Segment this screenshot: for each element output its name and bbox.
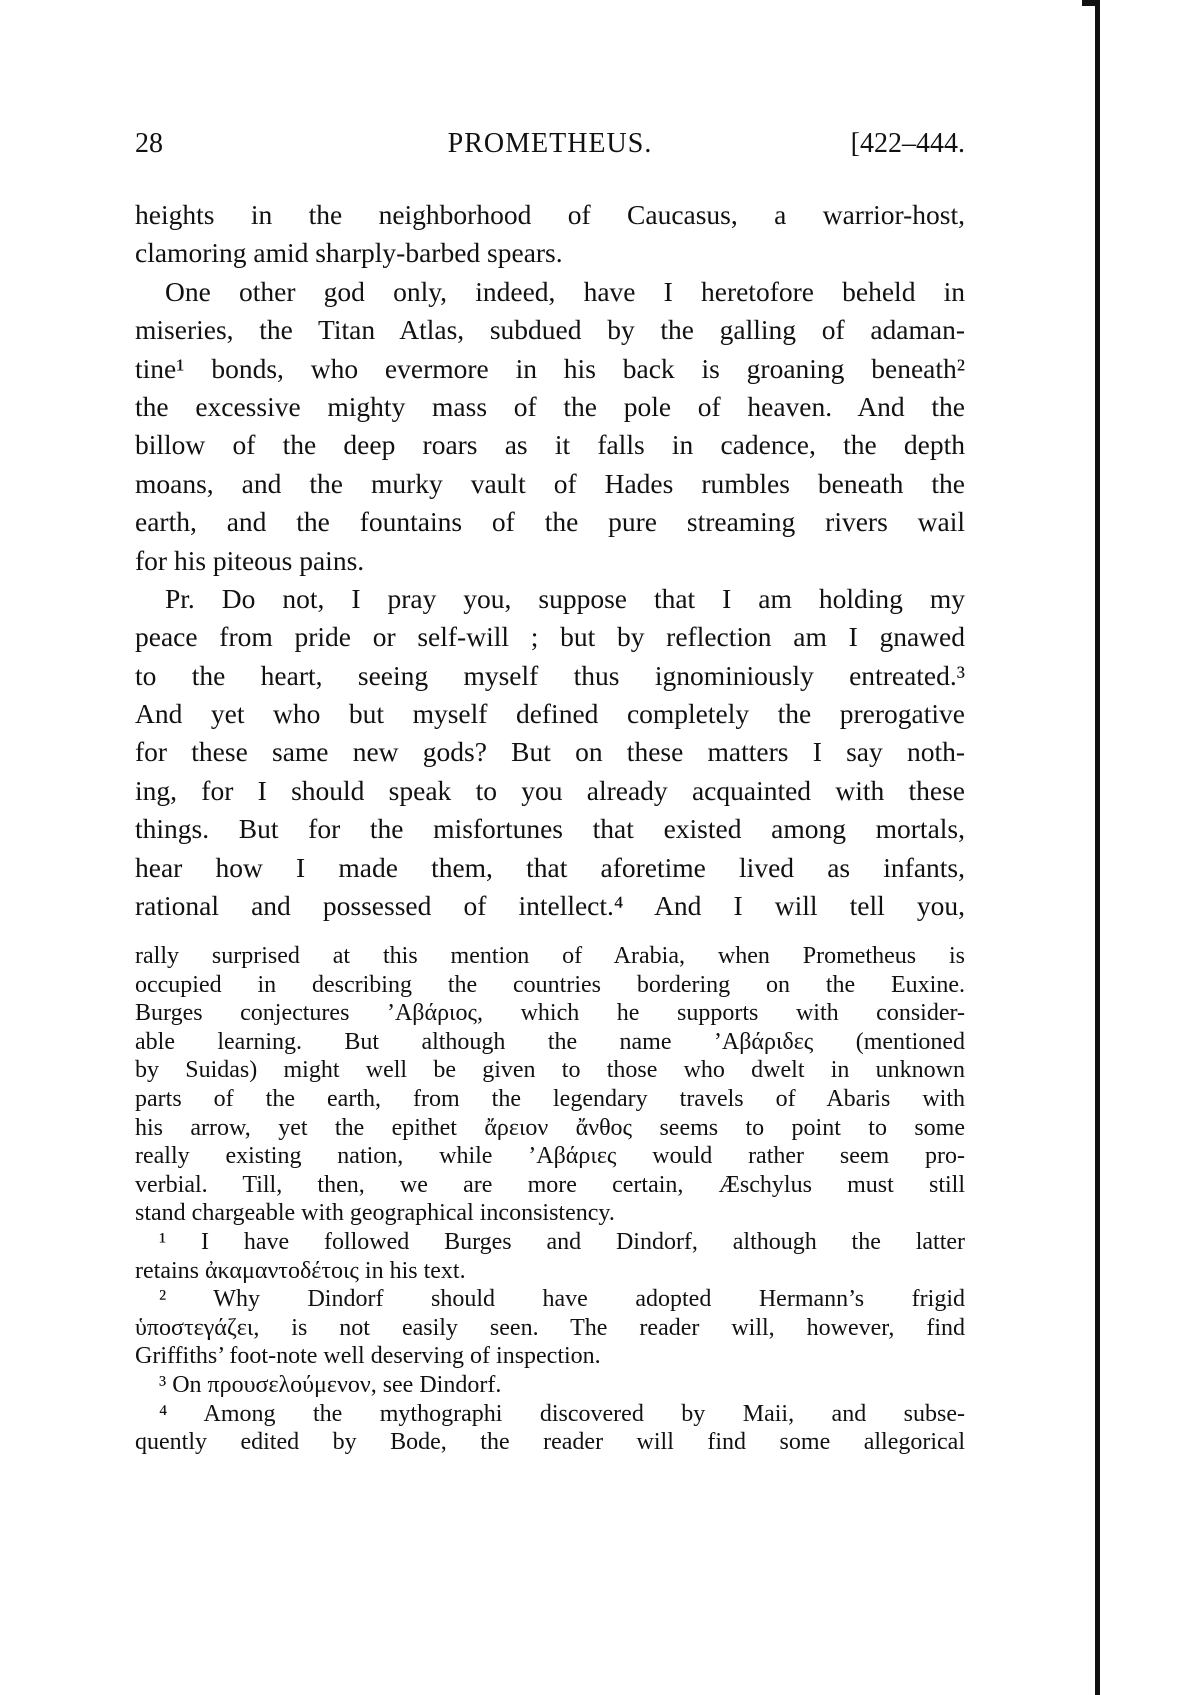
footnote-line: occupied in describing the countries bordering on the Euxine. — [135, 971, 965, 998]
page-edge-top — [1082, 0, 1100, 6]
footnote-line: ⁴ Among the mythographi discovered by Maii, and subse- — [159, 1400, 965, 1427]
running-title: PROMETHEUS. — [447, 128, 653, 159]
footnote-line: parts of the earth, from the legendary travels of Abaris with — [135, 1085, 965, 1112]
text-line: things. But for the misfortunes that existed among mortals, — [135, 813, 965, 845]
text-line: peace from pride or self-will ; but by reflection am I gnawed — [135, 621, 965, 653]
footnote-line: verbial. Till, then, we are more certain, Æschylus must still — [135, 1171, 965, 1198]
footnote-line: Burges conjectures ’Αβάριος, which he supports with consider- — [135, 1000, 965, 1027]
text-line: tine¹ bonds, who evermore in his back is groaning beneath² — [135, 352, 965, 384]
footnote-line: his arrow, yet the epithet ἄρειον ἄνθος seems to point to some — [135, 1114, 965, 1141]
text-line: heights in the neighborhood of Caucasus, a warrior-host, — [135, 199, 965, 230]
footnote-line: retains ἀκαμαντοδέτοις in his text. — [135, 1257, 466, 1284]
footnote-line: ¹ I have followed Burges and Dindorf, although the latter — [159, 1228, 965, 1255]
footnote-line: ² Why Dindorf should have adopted Hermann’s frigid — [159, 1286, 965, 1313]
text-line: earth, and the fountains of the pure streaming rivers wail — [135, 506, 965, 538]
line-range: [422–444. — [850, 128, 965, 159]
footnote-line: ³ On προυσελούμενον, see Dindorf. — [159, 1371, 502, 1398]
page-number: 28 — [135, 128, 163, 159]
text-line: Pr. Do not, I pray you, suppose that I am holding my — [165, 582, 965, 614]
text-line: miseries, the Titan Atlas, subdued by the galling of adaman- — [135, 314, 965, 346]
text-line: the excessive mighty mass of the pole of heaven. And the — [135, 390, 965, 422]
page-edge — [1095, 0, 1100, 1695]
text-line: for these same new gods? But on these matters I say noth- — [135, 736, 965, 768]
footnotes — [135, 942, 965, 1457]
text-line: to the heart, seeing myself thus ignominiously entreated.³ — [135, 659, 965, 691]
footnote-line: stand chargeable with geographical inconsistency. — [135, 1200, 615, 1227]
text-line: moans, and the murky vault of Hades rumbles beneath the — [135, 467, 965, 499]
text-line: billow of the deep roars as it falls in cadence, the depth — [135, 429, 965, 461]
text-line: rational and possessed of intellect.⁴ And I will tell you, — [135, 890, 965, 922]
text-line: hear how I made them, that aforetime lived as infants, — [135, 851, 965, 883]
footnote-line: really existing nation, while ’Αβάριες would rather seem pro- — [135, 1143, 965, 1170]
page-header — [135, 128, 965, 168]
footnote-line: Griffiths’ foot-note well deserving of inspection. — [135, 1343, 601, 1370]
footnote-line: quently edited by Bode, the reader will find some allegorical — [135, 1429, 965, 1456]
footnote-line: able learning. But although the name ’Αβάριδες (mentioned — [135, 1028, 965, 1055]
text-line: One other god only, indeed, have I heretofore beheld in — [165, 275, 965, 307]
footnote-line: ὑποστεγάζει, is not easily seen. The reader will, however, find — [135, 1314, 965, 1341]
footnote-line: by Suidas) might well be given to those who dwelt in unknown — [135, 1057, 965, 1084]
text-line: clamoring amid sharply-barbed spears. — [135, 237, 563, 269]
text-line: And yet who but myself defined completely the prerogative — [135, 698, 965, 730]
text-line: for his piteous pains. — [135, 544, 365, 576]
text-line: ing, for I should speak to you already acquainted with these — [135, 774, 965, 806]
footnote-line: rally surprised at this mention of Arabia, when Prometheus is — [135, 943, 965, 969]
main-text — [135, 196, 965, 925]
